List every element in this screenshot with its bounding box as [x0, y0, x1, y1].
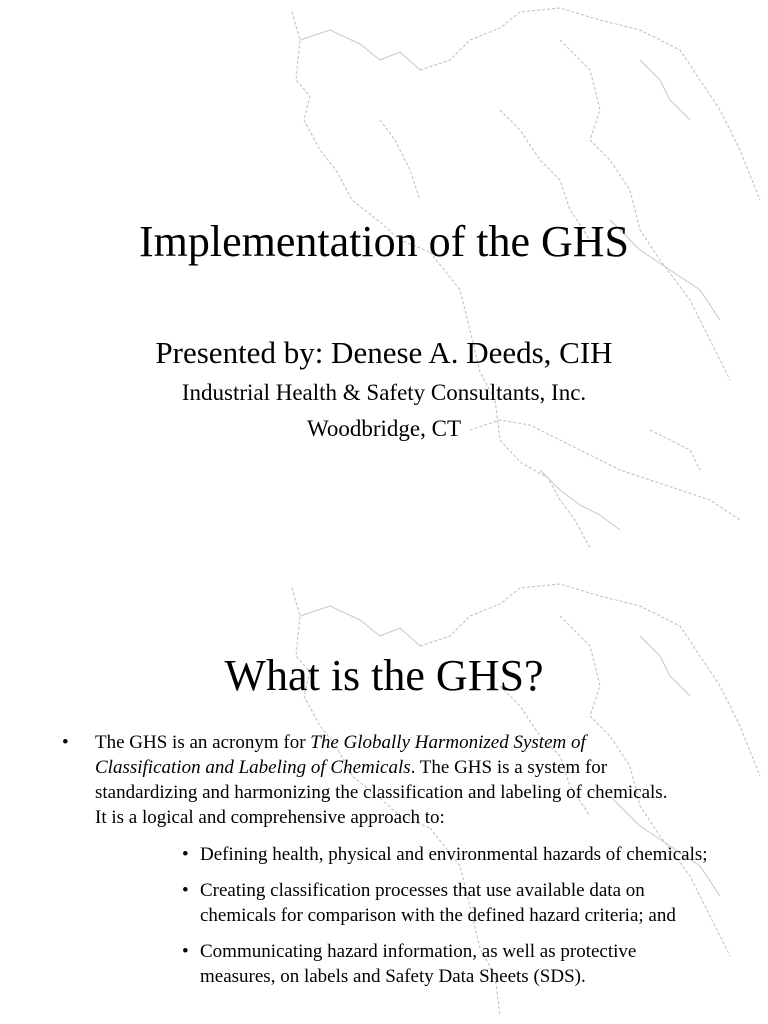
company-name: Industrial Health & Safety Consultants, Inc. — [181, 380, 587, 405]
sub-bullet-list — [180, 842, 710, 1000]
sub-bullet-marker: • — [182, 880, 189, 901]
bullet-rest: . The GHS is a system for standardizing and harmonizing the classification and labeling of chemicals. It is a logical and comprehensive approach to: — [95, 757, 668, 828]
sub-bullet-text: Creating classification processes that use available data on chemicals for comparison with the defined hazard criteria; and — [200, 880, 676, 926]
bullet-italic-term: The Globally Harmonized System of Classification and Labeling of Chemicals — [95, 732, 586, 778]
sub-bullet-marker: • — [182, 844, 189, 865]
main-bullet — [62, 730, 682, 830]
list-item — [180, 842, 710, 867]
bullet-marker: • — [62, 732, 69, 753]
slide-title: What is the GHS? — [224, 651, 544, 700]
content-slide — [0, 576, 768, 1024]
sub-bullet-text: Communicating hazard information, as well as protective measures, on labels and Safety Data Sheets (SDS). — [200, 941, 637, 987]
bullet-text — [95, 730, 682, 830]
slide-title: Implementation of the GHS — [138, 217, 629, 266]
sub-bullet-marker: • — [182, 941, 189, 962]
company-location: Woodbridge, CT — [306, 416, 461, 441]
list-item — [180, 878, 710, 928]
sub-bullet-text: Defining health, physical and environmental hazards of chemicals; — [200, 844, 708, 865]
presenter-line: Presented by: Denese A. Deeds, CIH — [155, 335, 613, 370]
list-item — [180, 939, 710, 989]
bullet-intro: The GHS is an acronym for — [95, 732, 311, 753]
